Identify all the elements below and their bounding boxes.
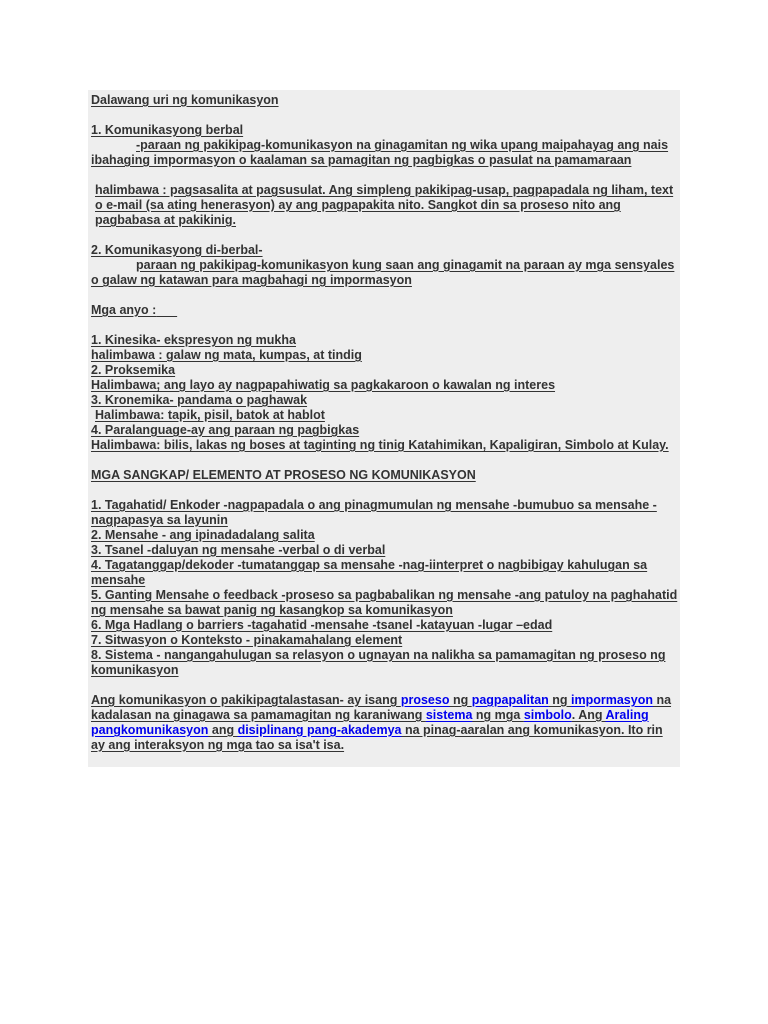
forms-heading	[91, 303, 680, 318]
forms-heading-text: Mga anyo :	[91, 303, 157, 317]
link-disiplinang-pang-akademya[interactable]: disiplinang pang-akademya	[237, 723, 402, 737]
closing-text: na pinag-aaralan ang komunikasyon. Ito rin ay ang interaksyon ng mga tao sa isa't isa.	[91, 723, 663, 752]
verbal-definition	[91, 138, 680, 153]
link-sistema[interactable]: sistema	[425, 708, 473, 722]
form-item: 2. Proksemika	[91, 363, 176, 377]
nonverbal-heading: 2. Komunikasyong di-berbal-	[91, 243, 263, 257]
closing-text: . Ang	[571, 708, 606, 722]
link-araling-pangkomunikasyon[interactable]: Araling pangkomunikasyon	[91, 708, 649, 737]
nonverbal-def-line-2: o galaw ng katawan para magbahagi ng impormasyon	[91, 273, 412, 287]
element-item: 1. Tagahatid/ Enkoder -nagpapadala o ang pinagmumulan ng mensahe -bumubuo sa mensahe - nagpapasya sa layunin	[91, 498, 657, 527]
document-body	[88, 90, 680, 767]
link-impormasyon[interactable]: impormasyon	[571, 693, 653, 707]
closing-text: ng	[548, 693, 571, 707]
link-simbolo[interactable]: simbolo	[523, 708, 572, 722]
form-item: 4. Paralanguage-ay ang paraan ng pagbigkas	[91, 423, 360, 437]
elements-heading: MGA SANGKAP/ ELEMENTO AT PROSESO NG KOMUNIKASYON	[91, 468, 476, 482]
form-item: 1. Kinesika- ekspresyon ng mukha	[91, 333, 296, 347]
element-item: 6. Mga Hadlang o barriers -tagahatid -mensahe -tsanel -katayuan -lugar –edad	[91, 618, 553, 632]
closing-paragraph	[91, 693, 680, 753]
form-item: 3. Kronemika- pandama o paghawak	[91, 393, 308, 407]
section-title: Dalawang uri ng komunikasyon	[91, 93, 279, 107]
verbal-heading: 1. Komunikasyong berbal	[91, 123, 244, 137]
closing-text: na kadalasan na ginagawa sa pamamagitan ng karaniwang	[91, 693, 672, 722]
link-pagpapalitan[interactable]: pagpapalitan	[471, 693, 549, 707]
forms-heading-trailing-space	[156, 303, 177, 317]
form-item: halimbawa : galaw ng mata, kumpas, at tindig	[91, 348, 362, 362]
form-item: Halimbawa: tapik, pisil, batok at hablot	[95, 408, 325, 422]
verbal-example: halimbawa : pagsasalita at pagsusulat. Ang simpleng pakikipag-usap, pagpapadala ng liham, text o e-mail (sa ating henerasyon) ay ang pagpapakita nito. Sangkot din sa proseso nito ang pagbabasa at pakikinig.	[95, 183, 674, 227]
closing-text: Ang komunikasyon o pakikipagtalastasan- ay isang	[91, 693, 401, 707]
link-proseso[interactable]: proseso	[400, 693, 450, 707]
form-item: Halimbawa; ang layo ay nagpapahiwatig sa pagkakaroon o kawalan ng interes	[91, 378, 556, 392]
closing-text: ang	[208, 723, 238, 737]
element-item: 8. Sistema - nangangahulugan sa relasyon o ugnayan na nalikha sa pamamagitan ng proseso ng komunikasyon	[91, 648, 666, 677]
element-item: 7. Sitwasyon o Konteksto - pinakamahalang element	[91, 633, 403, 647]
element-item: 5. Ganting Mensahe o feedback -proseso sa pagbabalikan ng mensahe -ang patuloy na paghahatid ng mensahe sa bawat panig ng kasangkop sa komunikasyon	[91, 588, 678, 617]
nonverbal-def-line-1: paraan ng pakikipag-komunikasyon kung saan ang ginagamit na paraan ay mga sensyales	[136, 258, 675, 272]
verbal-def-line-1: -paraan ng pakikipag-komunikasyon na ginagamitan ng wika upang maipahayag ang nais	[136, 138, 669, 152]
element-item: 2. Mensahe - ang ipinadadalang salita	[91, 528, 315, 542]
closing-text: ng	[449, 693, 472, 707]
element-item: 3. Tsanel -daluyan ng mensahe -verbal o di verbal	[91, 543, 386, 557]
verbal-def-line-2: ibahaging impormasyon o kaalaman sa pamagitan ng pagbigkas o pasulat na pamamaraan	[91, 153, 632, 167]
nonverbal-definition	[91, 258, 680, 273]
form-item: Halimbawa: bilis, lakas ng boses at taginting ng tinig Katahimikan, Kapaligiran, Simbolo at Kulay.	[91, 438, 669, 452]
closing-text: ng mga	[472, 708, 524, 722]
element-item: 4. Tagatanggap/dekoder -tumatanggap sa mensahe -nag-iinterpret o nagbibigay kahulugan sa mensahe	[91, 558, 648, 587]
